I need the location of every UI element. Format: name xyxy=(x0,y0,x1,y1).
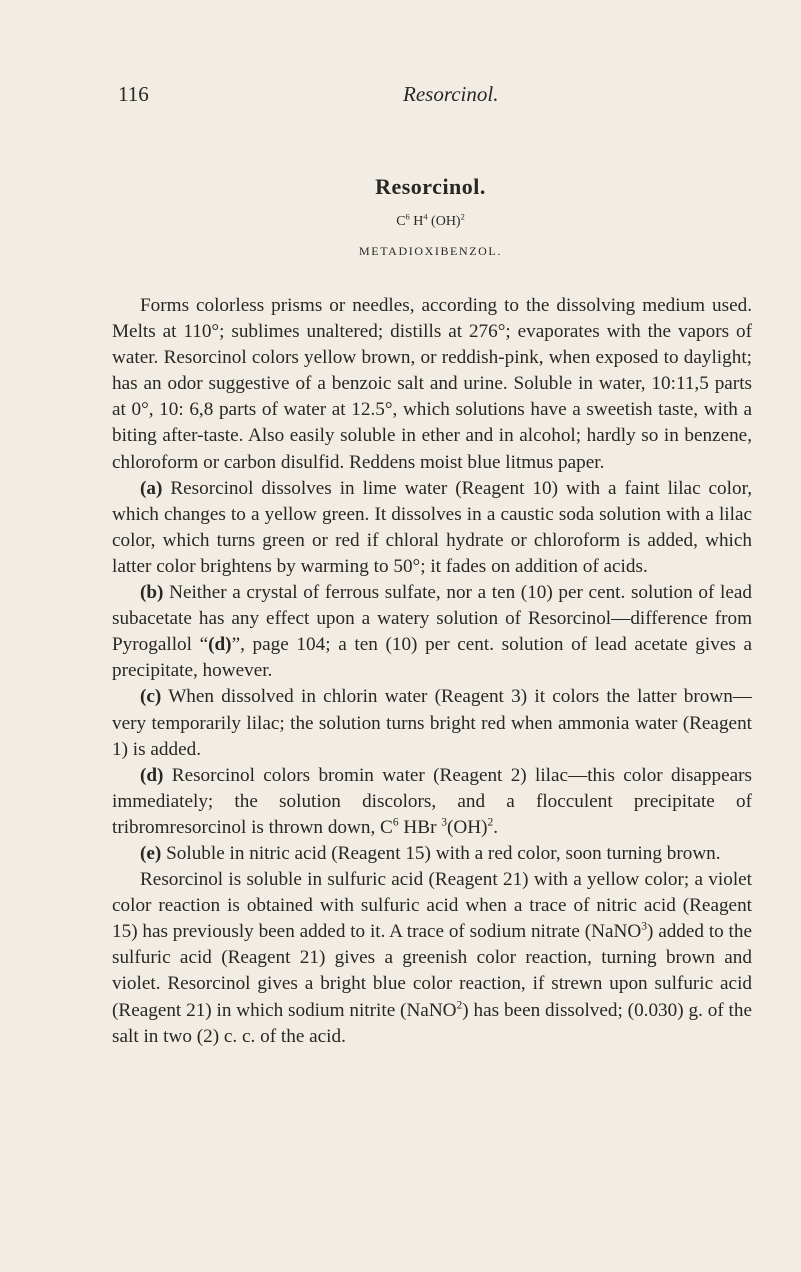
paragraph-c-tag: (c) xyxy=(140,686,162,708)
paragraph-d-tag: (d) xyxy=(140,764,164,786)
paragraph-f-sup-1: 3 xyxy=(641,920,647,933)
chemical-formula xyxy=(60,214,801,230)
paragraph-c xyxy=(112,684,752,762)
synonym: METADIOXIBENZOL. xyxy=(359,244,502,258)
paragraph-f-text-1: Resorcinol is soluble in sulfuric acid (Reagent 21) with a yellow color; a violet color reaction is obtained with sulfuric acid when a trace of nitric acid (Reagent 15) has previously been added to it. A trace of sodium nitrate (NaNO xyxy=(112,869,752,943)
formula-oh-sub: 2 xyxy=(460,212,465,222)
formula-c: C xyxy=(396,214,406,229)
formula-c-sub: 6 xyxy=(405,212,410,222)
paragraph-e-text: Soluble in nitric acid (Reagent 15) with a red color, soon turning brown. xyxy=(161,842,721,864)
paragraph-a-tag: (a) xyxy=(140,477,163,499)
paragraph-c-text: When dissolved in chlorin water (Reagent 3) it colors the latter brown—very temporarily lilac; the solution turns bright red when ammonia water (Reagent 1) is added. xyxy=(112,686,752,760)
paragraph-d-sup-2: 3 xyxy=(441,816,448,829)
paragraph-d-text-3: (OH) xyxy=(447,816,488,838)
paragraph-b xyxy=(112,580,752,684)
formula-oh: (OH) xyxy=(427,214,461,229)
title-block xyxy=(0,174,801,259)
body-text xyxy=(112,293,752,1050)
paragraph-f-text-2: ) added to the sulfuric acid (Reagent 21) gives a greenish color reaction, turning brown and violet. Resorcinol gives a bright blue color reaction, if strewn upon sulfuric acid (Reagent 21) in which sodium nitrite (NaNO xyxy=(112,921,752,1021)
paragraph-d xyxy=(112,763,752,841)
paragraph-f-text-3: ) has been dissolved; (0.030) g. of the salt in two (2) c. c. of the acid. xyxy=(112,999,752,1047)
page-header xyxy=(118,82,718,112)
paragraph-e xyxy=(112,841,752,867)
formula-h: H xyxy=(409,214,424,229)
page-title: Resorcinol. xyxy=(375,174,486,199)
paragraph-b-text-2: ”, page 104; a ten (10) per cent. solution of lead acetate gives a precipitate, however. xyxy=(112,634,752,682)
paragraph-b-ref: (d) xyxy=(208,634,232,656)
paragraph-b-text-1: Neither a crystal of ferrous sulfate, nor a ten (10) per cent. solution of lead subacetate has any effect upon a watery solution of Resorcinol—difference from Pyrogallol “ xyxy=(112,582,752,656)
running-head: Resorcinol. xyxy=(403,82,499,106)
paragraph-intro: Forms colorless prisms or needles, according to the dissolving medium used. Melts at 110°; sublimes unaltered; distills at 276°; evaporates with the vapors of water. Resorcinol colors yellow brown, or reddish-pink, when exposed to daylight; has an odor suggestive of a benzoic salt and urine. Soluble in water, 10:11,5 parts at 0°, 10: 6,8 parts of water at 12.5°, which solutions have a sweetish taste, with a biting after-taste. Also easily soluble in ether and in alcohol; hardly so in benzene, chloroform or carbon disulfid. Reddens moist blue litmus paper. xyxy=(112,295,752,473)
paragraph-b-tag: (b) xyxy=(140,582,164,604)
paragraph-f xyxy=(112,867,752,1050)
paragraph-d-sup-1: 6 xyxy=(392,816,399,829)
paragraph-d-text-4: . xyxy=(493,816,499,838)
paragraph-d-text-2: HBr xyxy=(398,816,442,838)
page-number: 116 xyxy=(118,82,149,106)
paragraph-d-text-1: Resorcinol colors bromin water (Reagent 2) lilac—this color disappears immediately; the solution discolors, and a flocculent precipitate of tribromresorcinol is thrown down, C xyxy=(112,764,752,838)
paragraph-d-sup-3: 2 xyxy=(487,816,494,829)
formula-h-sub: 4 xyxy=(423,212,428,222)
paragraph-a-text: Resorcinol dissolves in lime water (Reagent 10) with a faint lilac color, which changes to a yellow green. It dissolves in a caustic soda solution with a lilac color, which turns green or red if chloral hydrate or chloroform is added, which latter color brightens by warming to 50°; it fades on addition of acids. xyxy=(112,477,752,577)
paragraph-e-tag: (e) xyxy=(140,842,162,864)
paragraph-f-sup-2: 2 xyxy=(456,999,463,1012)
paragraph-a xyxy=(112,476,752,580)
